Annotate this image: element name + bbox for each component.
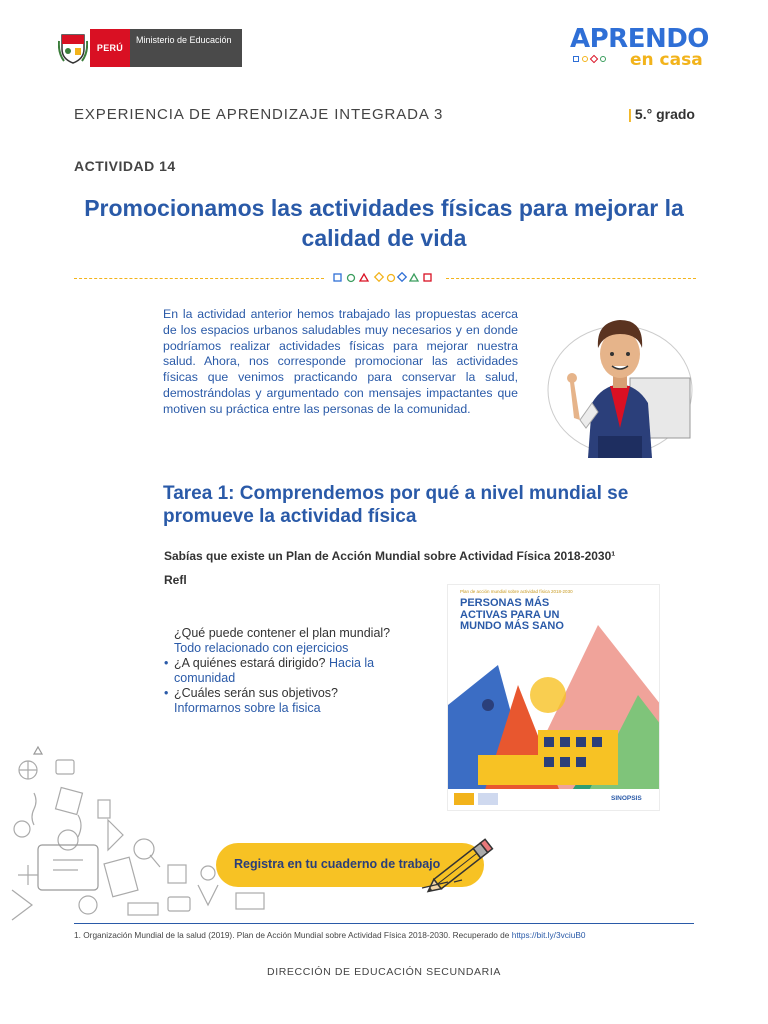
brand-sub: en casa <box>630 50 703 70</box>
refl-label: Refl <box>164 573 187 587</box>
cover-footer: SINOPSIS <box>611 795 642 802</box>
question-text: ¿Cuáles serán sus objetivos? <box>174 686 338 700</box>
question-text: ¿Qué puede contener el plan mundial? <box>174 626 391 640</box>
answer-text: Hacia la comunidad <box>174 656 375 685</box>
aprendo-en-casa-logo <box>570 24 720 74</box>
registra-text: Registra en tu cuaderno de trabajo <box>234 857 441 871</box>
list-item <box>164 626 434 656</box>
answer-text: Todo relacionado con ejercicios <box>174 641 349 655</box>
minedu-logo <box>56 29 242 67</box>
activity-label: ACTIVIDAD 14 <box>74 158 176 174</box>
grade-bar: | <box>628 106 632 122</box>
question-list <box>164 626 434 716</box>
list-bullet: • <box>164 686 169 700</box>
footnote-text: 1. Organización Mundial de la salud (2019). Plan de Acción Mundial sobre Actividad Física 2018-2030. Recuperado de <box>74 930 512 940</box>
grade-text: 5.° grado <box>634 106 695 122</box>
cover-top-text: Plan de acción mundial sobre actividad física 2018-2030 <box>460 589 573 594</box>
footnote <box>74 930 586 940</box>
question-text: ¿A quiénes estará dirigido? <box>174 656 326 670</box>
list-item <box>164 686 434 716</box>
footnote-link[interactable]: https://bit.ly/3vciuB0 <box>511 930 586 940</box>
brand-shapes-icon <box>573 56 606 62</box>
section-divider <box>74 278 696 280</box>
page-title: Promocionamos las actividades físicas para mejorar la calidad de vida <box>84 195 684 251</box>
grade-label <box>628 106 695 122</box>
intro-paragraph: En la actividad anterior hemos trabajado las propuestas acerca de los espacios urbanos saludables muy necesarios y en donde podríamos realizar actividades físicas para mejorar nuestra salud. Ahora, nos corresponde promocionar las actividades físicas que venimos practicando para conservar la salud, demostrándolas y argumentado con mensajes impactantes que motiven su práctica entre las personas de la comunidad. <box>163 307 518 416</box>
answer-text: Informarnos sobre la fisica <box>174 701 321 715</box>
footnote-divider <box>74 923 694 924</box>
list-bullet: • <box>164 656 169 670</box>
teacher-illustration <box>540 308 694 458</box>
cover-title: PERSONAS MÁS ACTIVAS PARA UN MUNDO MÁS SANO <box>460 597 564 632</box>
experience-label: EXPERIENCIA DE APRENDIZAJE INTEGRADA 3 <box>74 106 444 123</box>
peru-shield-icon <box>56 29 90 67</box>
peru-label: PERÚ <box>90 29 130 67</box>
task-title: Tarea 1: Comprendemos por qué a nivel mundial se promueve la actividad física <box>163 483 629 527</box>
list-item <box>164 656 434 686</box>
plan-cover-image <box>447 584 660 811</box>
brand-main: APRENDO <box>570 24 709 54</box>
ministry-label: Ministerio de Educación <box>130 29 242 67</box>
task-question: Sabías que existe un Plan de Acción Mundial sobre Actividad Física 2018-2030¹ <box>164 549 616 563</box>
decorative-doodles <box>8 745 268 925</box>
page-footer: DIRECCIÓN DE EDUCACIÓN SECUNDARIA <box>267 966 501 978</box>
divider-shapes-icon <box>332 272 440 284</box>
pencil-icon <box>418 838 504 896</box>
